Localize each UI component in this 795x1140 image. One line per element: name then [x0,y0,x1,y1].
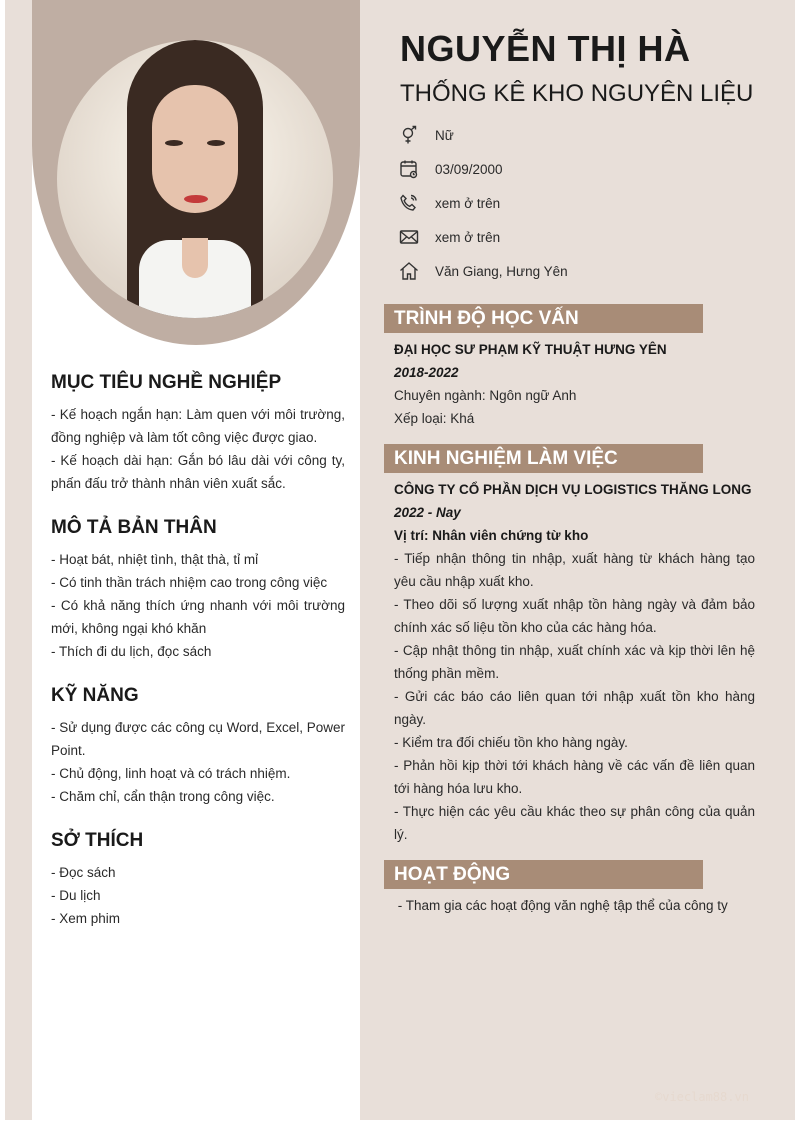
about-line: - Thích đi du lịch, đọc sách [51,644,212,659]
info-text: 03/09/2000 [435,161,503,177]
profile-photo [57,40,333,318]
hobby-line: - Du lịch [51,888,101,903]
section-heading: TRÌNH ĐỘ HỌC VẤN [394,308,579,329]
info-birthdate [398,157,758,181]
section-heading: MÔ TẢ BẢN THÂN [51,517,217,538]
home-icon [398,260,420,282]
hobby-line: - Xem phim [51,911,121,926]
skill-line: - Sử dụng được các công cụ Word, Excel, Power Point. [51,720,345,758]
hobby-line: - Đọc sách [51,865,116,880]
info-text: Văn Giang, Hưng Yên [435,263,568,279]
hobbies-section [51,830,345,930]
section-heading: KỸ NĂNG [51,685,139,706]
section-heading: SỞ THÍCH [51,830,144,851]
info-email [398,225,758,249]
objective-section [51,372,345,495]
objective-line: - Kế hoạch ngắn hạn: Làm quen với môi trường, đồng nghiệp và làm tốt công việc được giao. [51,407,345,445]
calendar-icon [398,158,420,180]
section-heading: HOẠT ĐỘNG [394,864,511,885]
experience-position: Vị trí: Nhân viên chứng từ kho [394,528,589,543]
phone-icon [398,192,420,214]
info-address [398,259,758,283]
duty-line: - Theo dõi số lượng xuất nhập tồn hàng ngày và đảm bảo chính xác số liệu tồn kho của các hàng hóa. [394,597,755,635]
about-line: - Có tinh thần trách nhiệm cao trong công việc [51,575,328,590]
info-text: xem ở trên [435,229,501,245]
info-phone [398,191,758,215]
education-years: 2018-2022 [394,365,459,380]
about-line: - Có khả năng thích ứng nhanh với môi trường mới, không ngại khó khăn [51,598,345,636]
duty-line: - Kiểm tra đối chiếu tồn kho hàng ngày. [394,735,628,750]
section-heading: MỤC TIÊU NGHỀ NGHIỆP [51,372,282,393]
job-title: THỐNG KÊ KHO NGUYÊN LIỆU [400,80,754,107]
education-header [384,304,703,333]
info-gender [398,123,758,147]
activity-line: - Tham gia các hoạt động văn nghệ tập thể của công ty [394,898,728,913]
objective-line: - Kế hoạch dài hạn: Gắn bó lâu dài với công ty, phấn đấu trở thành nhân viên xuất sắc. [51,453,345,491]
experience-section [394,478,755,846]
skill-line: - Chăm chỉ, cẩn thận trong công việc. [51,789,275,804]
education-major: Chuyên ngành: Ngôn ngữ Anh [394,388,577,403]
gender-icon [398,124,420,146]
candidate-name: NGUYỄN THỊ HÀ [400,28,691,69]
education-grade: Xếp loại: Khá [394,411,475,426]
section-heading: KINH NGHIỆM LÀM VIỆC [394,448,618,469]
duty-line: - Phản hồi kịp thời tới khách hàng về các vấn đề liên quan tới hàng hóa lưu kho. [394,758,755,796]
about-section [51,517,345,663]
duty-line: - Gửi các báo cáo liên quan tới nhập xuất tồn kho hàng ngày. [394,689,755,727]
experience-header [384,444,703,473]
skill-line: - Chủ động, linh hoạt và có trách nhiệm. [51,766,291,781]
watermark: ©vieclam88.vn [655,1090,749,1104]
info-text: xem ở trên [435,195,501,211]
info-text: Nữ [435,127,454,143]
mail-icon [398,226,420,248]
school-name: ĐẠI HỌC SƯ PHẠM KỸ THUẬT HƯNG YÊN [394,342,667,357]
activities-header [384,860,703,889]
education-section [394,338,755,430]
duty-line: - Tiếp nhận thông tin nhập, xuất hàng từ khách hàng tạo yêu cầu nhập xuất kho. [394,551,755,589]
company-name: CÔNG TY CỔ PHẦN DỊCH VỤ LOGISTICS THĂNG LONG [394,482,752,497]
duty-line: - Thực hiện các yêu cầu khác theo sự phân công của quản lý. [394,804,755,842]
about-line: - Hoạt bát, nhiệt tình, thật thà, tỉ mỉ [51,552,259,567]
duty-line: - Cập nhật thông tin nhập, xuất chính xác và kịp thời lên hệ thống phần mềm. [394,643,755,681]
experience-period: 2022 - Nay [394,505,461,520]
skills-section [51,685,345,808]
activities-section [394,894,755,917]
